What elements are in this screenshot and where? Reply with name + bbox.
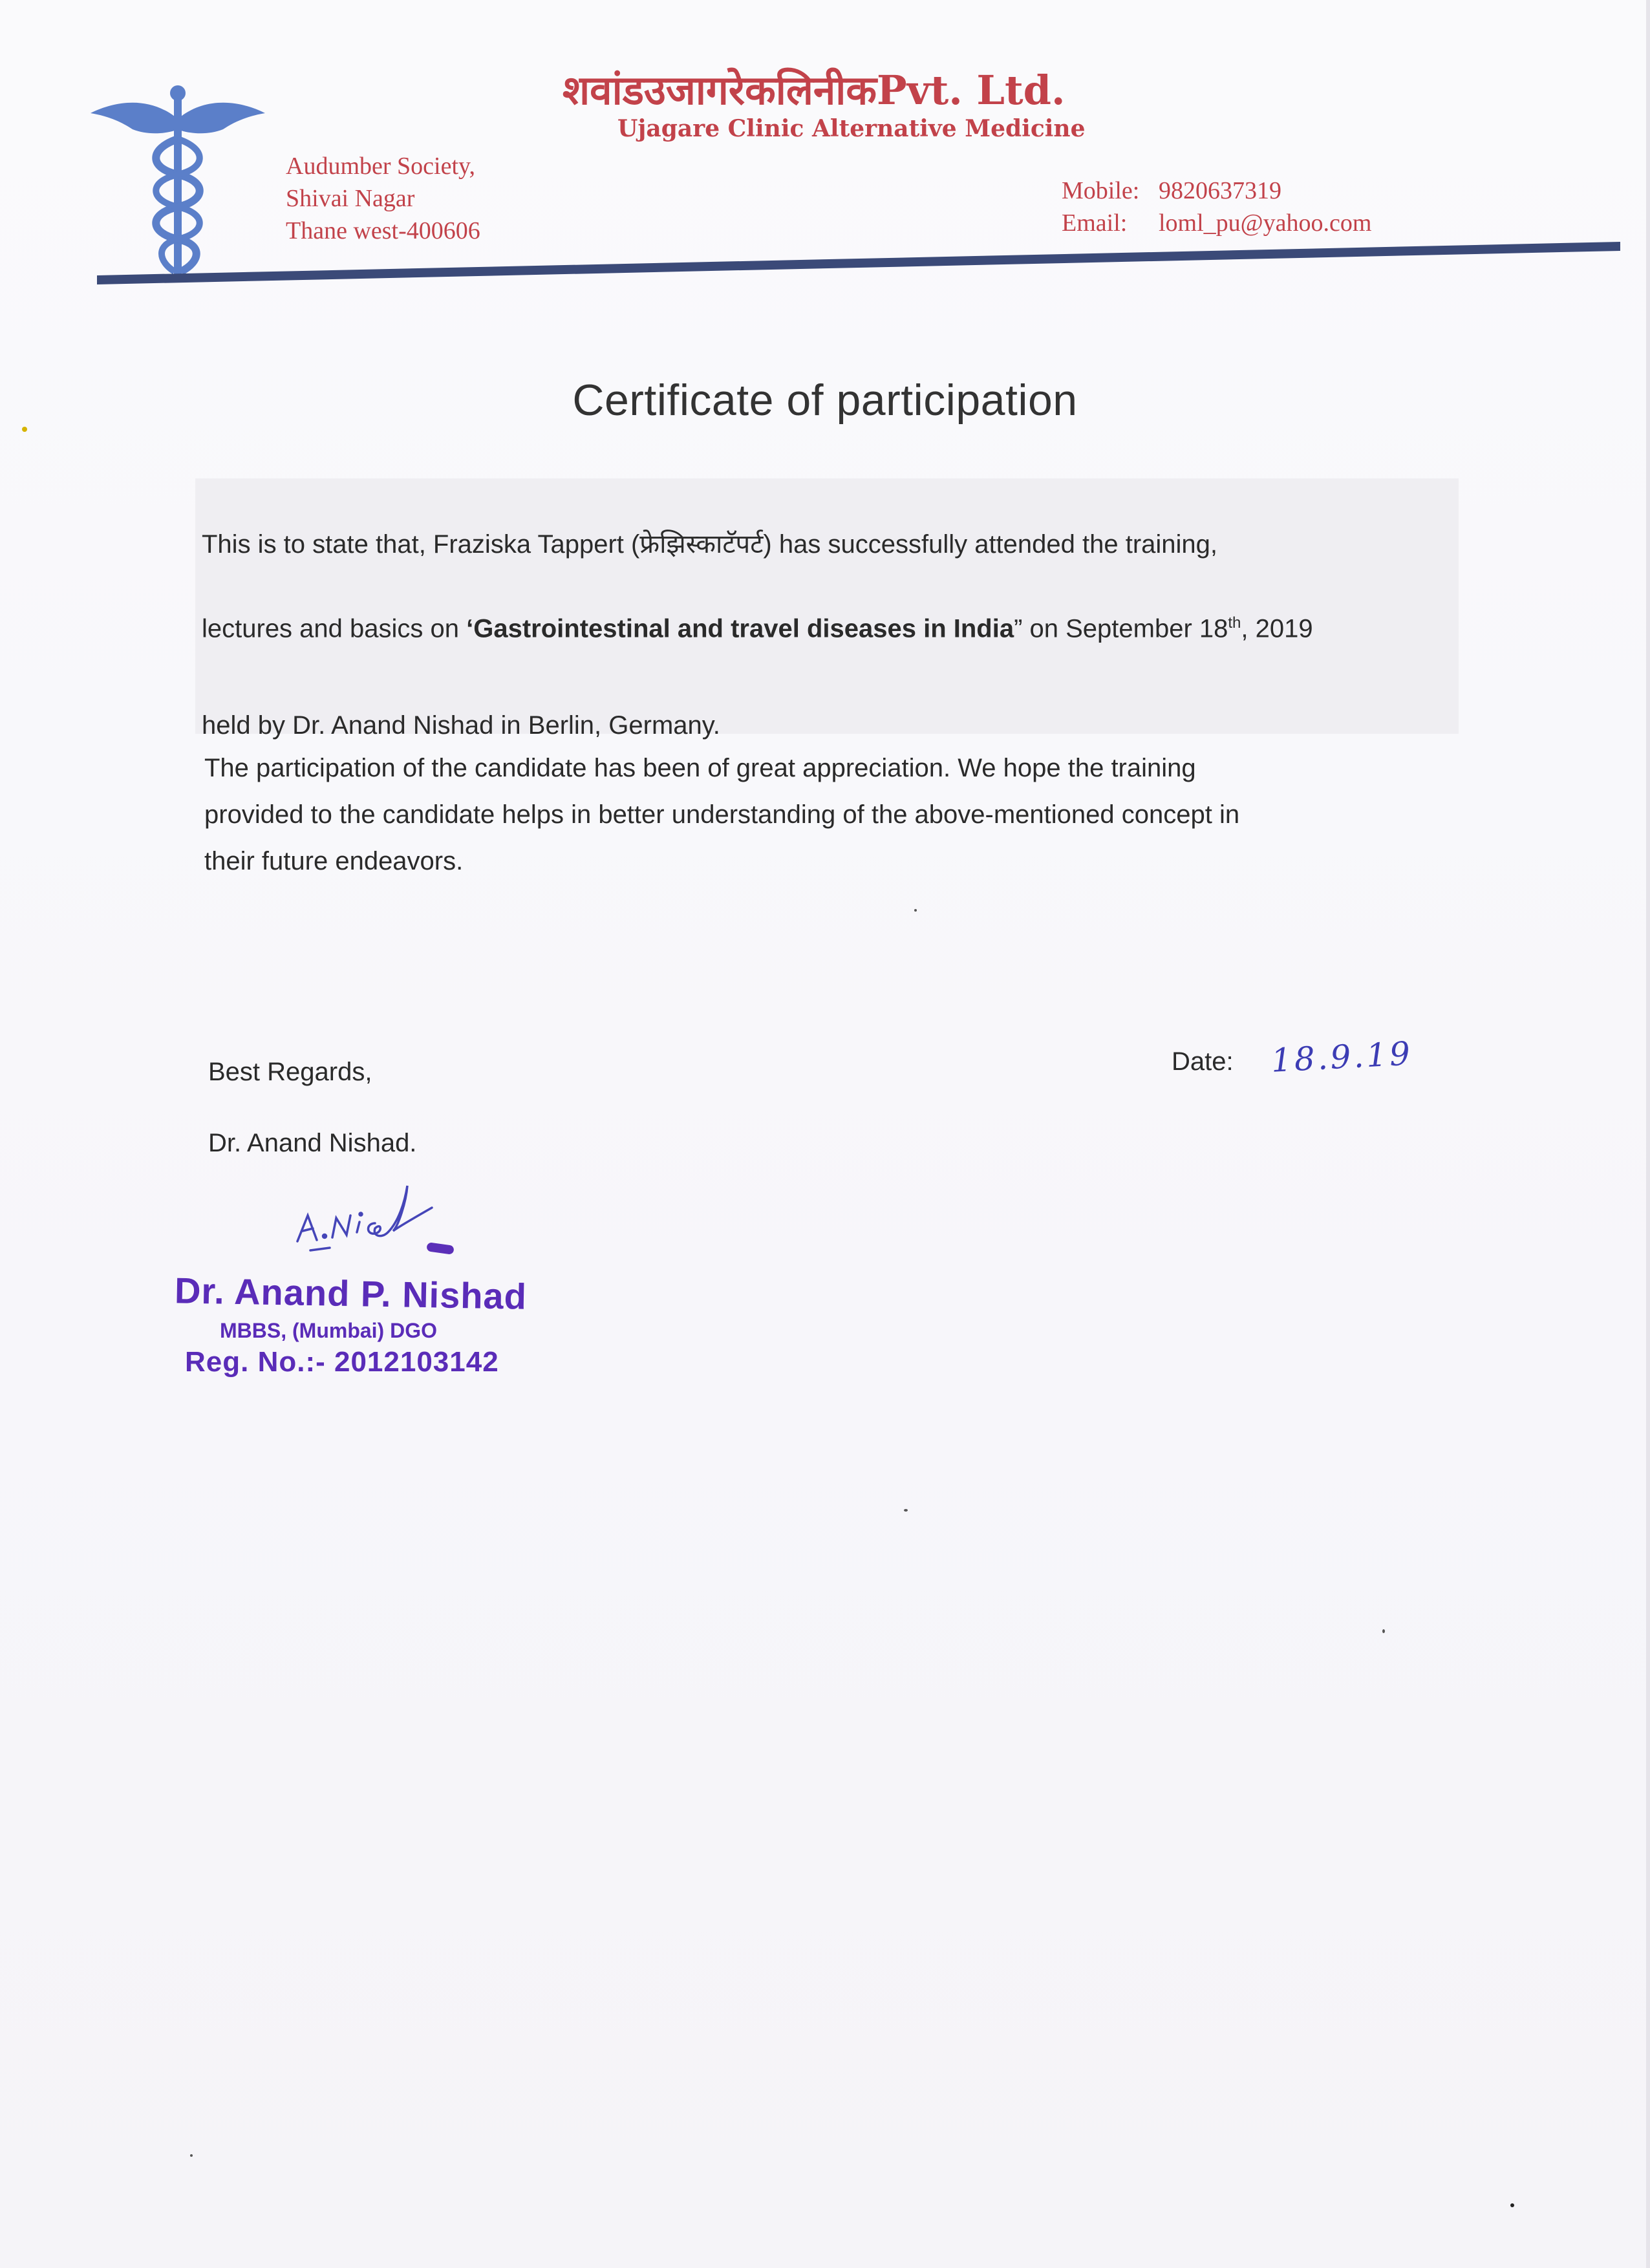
signature-mark	[284, 1177, 453, 1254]
certificate-title: Certificate of participation	[572, 376, 1078, 425]
scan-speck	[1510, 2203, 1514, 2207]
scan-speck	[904, 1509, 908, 1512]
brand-subtitle: Ujagare Clinic Alternative Medicine	[617, 115, 1086, 142]
closing-regards: Best Regards,	[208, 1058, 372, 1086]
stamp-registration: Reg. No.:- 2012103142	[185, 1346, 499, 1378]
statement-line-2	[202, 614, 1313, 643]
appreciation-paragraph	[204, 745, 1239, 884]
handwritten-date: 18.9.19	[1270, 1034, 1414, 1080]
address-line: Audumber Society,	[286, 153, 476, 180]
scan-speck	[190, 2154, 193, 2157]
statement-text: ” on September 18	[1014, 614, 1228, 643]
scan-speck	[914, 909, 917, 912]
mobile-value: 9820637319	[1159, 177, 1281, 204]
stamp-doctor-name: Dr. Anand P. Nishad	[174, 1270, 528, 1317]
ordinal-suffix: th	[1228, 614, 1241, 632]
paragraph-line: their future endeavors.	[204, 847, 464, 875]
statement-text: , 2019	[1241, 614, 1313, 643]
header-divider	[97, 242, 1620, 284]
statement-line-1: This is to state that, Fraziska Tappert (फ्रेझिस्काटॅपर्ट) has successfully attended the training,	[202, 530, 1218, 559]
email-label: Email:	[1062, 209, 1128, 237]
paragraph-line: The participation of the candidate has been of great appreciation. We hope the training	[204, 754, 1196, 782]
paragraph-line: provided to the candidate helps in better understanding of the above-mentioned concept in	[204, 800, 1240, 829]
email-value: loml_pu@yahoo.com	[1159, 209, 1372, 237]
clinic-address	[286, 150, 480, 247]
stamp-qualification: MBBS, (Mumbai) DGO	[220, 1319, 437, 1342]
address-line: Thane west-400606	[286, 217, 480, 244]
statement-line-3: held by Dr. Anand Nishad in Berlin, Germany.	[202, 711, 720, 740]
date-label: Date:	[1172, 1047, 1234, 1076]
brand-title: शवांडउजागरेकलिनीकPvt. Ltd.	[562, 67, 1066, 114]
scan-speck	[22, 427, 27, 432]
course-title: ‘Gastrointestinal and travel diseases in India	[466, 614, 1014, 643]
mobile-row	[1062, 175, 1371, 207]
address-line: Shivai Nagar	[286, 185, 415, 212]
statement-text: lectures and basics on	[202, 614, 467, 643]
clinic-contact	[1062, 175, 1371, 239]
email-row	[1062, 207, 1371, 239]
scan-edge	[1646, 0, 1650, 2268]
highlight-band	[195, 478, 1459, 734]
closing-doctor-name: Dr. Anand Nishad.	[208, 1129, 417, 1157]
scan-speck	[1382, 1629, 1385, 1633]
mobile-label: Mobile:	[1062, 177, 1140, 204]
